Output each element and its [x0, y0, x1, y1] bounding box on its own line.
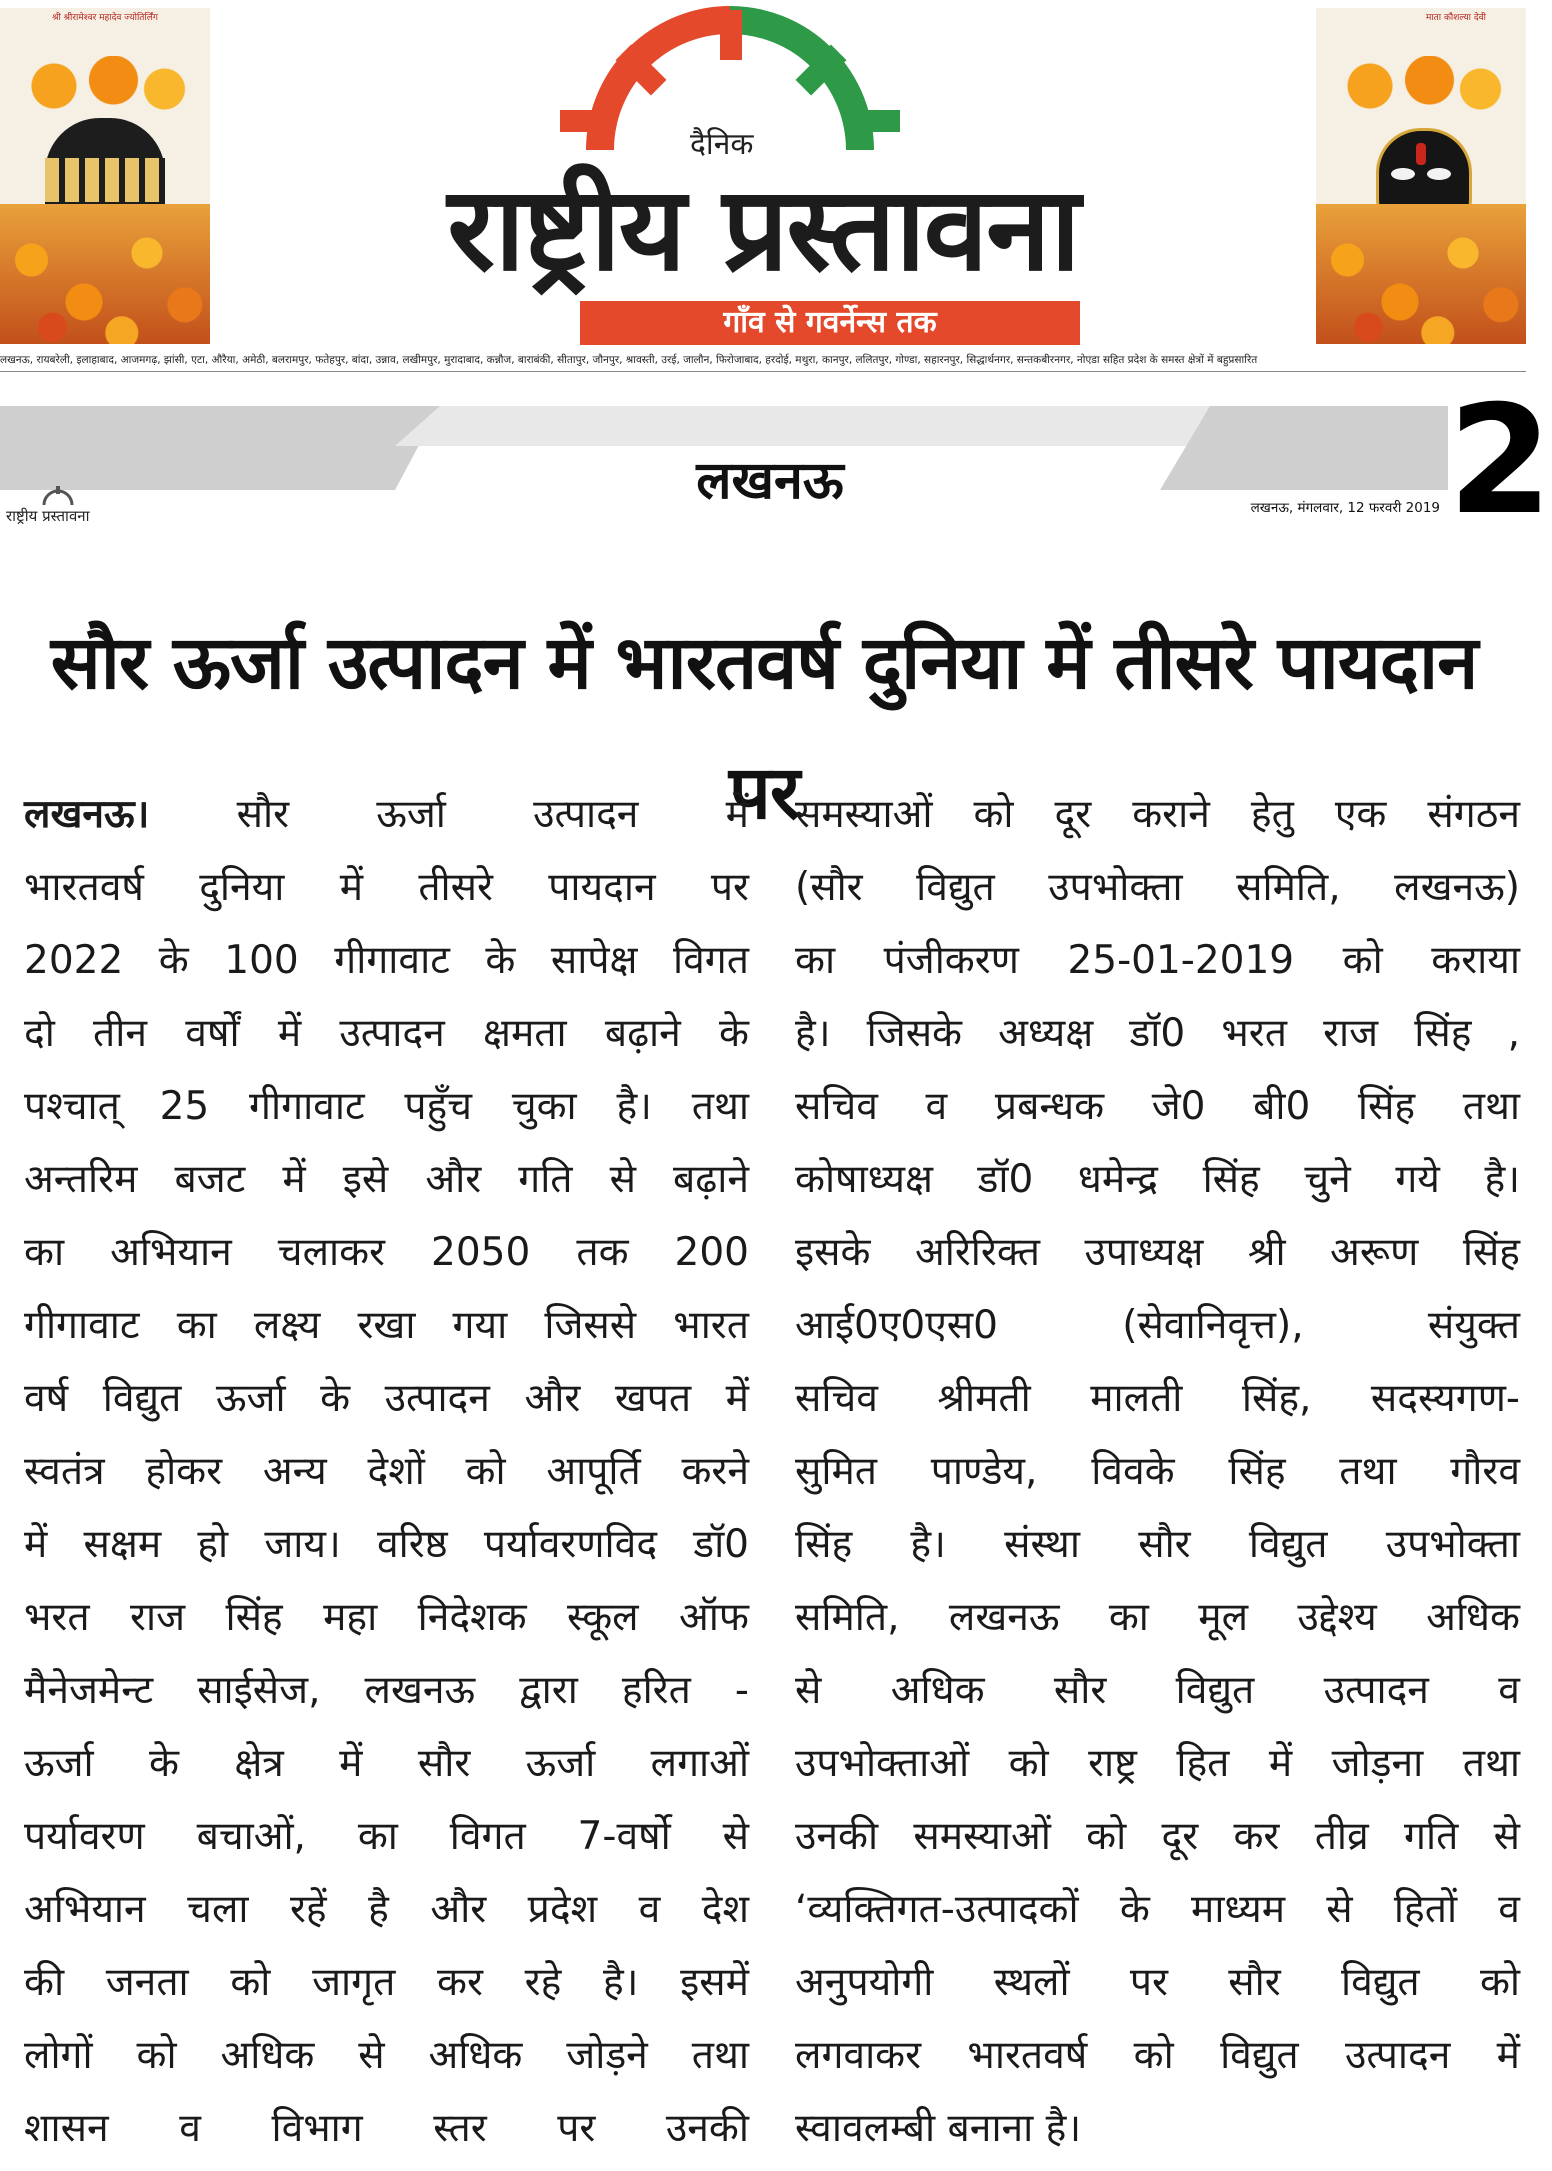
right-deity-image — [1316, 8, 1526, 344]
masthead — [0, 0, 1526, 345]
article-line: समस्याओं को दूर कराने हेतु एक संगठन — [795, 792, 1520, 837]
article-line: गीगावाट का लक्ष्य रखा गया जिससे भारत — [24, 1303, 749, 1348]
article-line: पश्चात् 25 गीगावाट पहुँच चुका है। तथा — [24, 1084, 749, 1129]
article-headline: सौर ऊर्जा उत्पादन में भारतवर्ष दुनिया में तीसरे पायदान पर — [50, 620, 1478, 836]
article-line: उपभोक्ताओं को राष्ट्र हित में जोड़ना तथा — [795, 1741, 1520, 1786]
article-line: ऊर्जा के क्षेत्र में सौर ऊर्जा लगाओं — [24, 1741, 749, 1786]
article-line: स्वतंत्र होकर अन्य देशों को आपूर्ति करने — [24, 1449, 749, 1494]
article-line: लगवाकर भारतवर्ष को विद्युत उत्पादन में — [795, 2033, 1520, 2078]
article-line: (सौर विद्युत उपभोक्ता समिति, लखनऊ) — [795, 865, 1520, 910]
article-line: लखनऊ। सौर ऊर्जा उत्पादन में — [24, 792, 749, 837]
dateline: लखनऊ, मंगलवार, 12 फरवरी 2019 — [1250, 500, 1440, 516]
section-title: लखनऊ — [696, 451, 844, 511]
article-line: आई0ए0एस0 (सेवानिवृत्त), संयुक्त — [795, 1303, 1520, 1348]
left-deity-caption: श्री श्रीरामेश्वर महादेव ज्योतिर्लिंग — [52, 13, 158, 23]
article-line: सुमित पाण्डेय, विवके सिंह तथा गौरव — [795, 1449, 1520, 1494]
newspaper-title: राष्ट्रीय प्रस्तावना — [447, 162, 1079, 297]
article-line: सचिव श्रीमती मालती सिंह, सदस्यगण- — [795, 1376, 1520, 1421]
article-line: अन्तरिम बजट में इसे और गति से बढ़ाने — [24, 1157, 749, 1202]
article-line: ‘व्यक्तिगत-उत्पादकों के माध्यम से हितों व — [795, 1887, 1520, 1932]
right-deity-caption: माता कौशल्या देवी — [1425, 13, 1486, 23]
article-line: अभियान चला रहें है और प्रदेश व देश — [24, 1887, 749, 1932]
article-column-right — [795, 778, 1520, 2165]
dainik-label: दैनिक — [690, 127, 754, 162]
article-lead: लखनऊ। — [24, 792, 150, 837]
article-line: भारतवर्ष दुनिया में तीसरे पायदान पर — [24, 865, 749, 910]
article-line: पर्यावरण बचाओं, का विगत 7-वर्षो से — [24, 1814, 749, 1859]
article-line: स्वावलम्बी बनाना है। — [795, 2106, 1082, 2151]
article-line: है। जिसके अध्यक्ष डॉ0 भरत राज सिंह , — [795, 1011, 1520, 1056]
band-brand: राष्ट्रीय प्रस्तावना — [6, 507, 90, 525]
article-line: का पंजीकरण 25-01-2019 को कराया — [795, 938, 1520, 983]
article-line: सचिव व प्रबन्धक जे0 बी0 सिंह तथा — [795, 1084, 1520, 1129]
article-line: वर्ष विद्युत ऊर्जा के उत्पादन और खपत में — [24, 1376, 749, 1421]
article-line: समिति, लखनऊ का मूल उद्देश्य अधिक — [795, 1595, 1520, 1640]
article-line: शासन व विभाग स्तर पर उनकी — [24, 2106, 749, 2151]
article-line: कोषाध्यक्ष डॉ0 धमेन्द्र सिंह चुने गये है। — [795, 1157, 1520, 1202]
article-line: उनकी समस्याओं को दूर कर तीव्र गति से — [795, 1814, 1520, 1859]
article-line: दो तीन वर्षों में उत्पादन क्षमता बढ़ाने के — [24, 1011, 749, 1056]
page-number: 2 — [1448, 374, 1552, 548]
article-line: लोगों को अधिक से अधिक जोड़ने तथा — [24, 2033, 749, 2078]
article-line: इसके अरिरिक्त उपाध्यक्ष श्री अरूण सिंह — [795, 1230, 1520, 1275]
article-line: से अधिक सौर विद्युत उत्पादन व — [795, 1668, 1520, 1713]
article-line: की जनता को जागृत कर रहे है। इसमें — [24, 1960, 749, 2005]
article-column-left — [24, 778, 749, 2165]
article-line: में सक्षम हो जाय। वरिष्ठ पर्यावरणविद डॉ0 — [24, 1522, 749, 1567]
left-deity-image — [0, 8, 210, 344]
circulation-places: लखनऊ, रायबरेली, इलाहाबाद, आजमगढ़, झांसी, एटा, औरैया, अमेठी, बलरामपुर, फतेहपुर, बांदा, उन्नाव, लखीमपुर, मुरादाबाद, कन्नौज, बाराबंकी, सीतापुर, जौनपुर, श्रावस्ती, उरई, जालौन, फिरोजाबाद, हरदोई, मथुरा, कानपुर, ललितपुर, गोण्डा, सहारनपुर, सिद्धार्थनगर, सन्तकबीरनगर, नोएडा सहित प्रदेश के समस्त क्षेत्रों में बहुप्रसारित — [0, 349, 1526, 372]
article-line: सिंह है। संस्था सौर विद्युत उपभोक्ता — [795, 1522, 1520, 1567]
article-line: अनुपयोगी स्थलों पर सौर विद्युत को — [795, 1960, 1520, 2005]
article-line: का अभियान चलाकर 2050 तक 200 — [24, 1230, 749, 1275]
article-line: मैनेजमेन्ट साईसेज, लखनऊ द्वारा हरित - — [24, 1668, 749, 1713]
tagline: गाँव से गवर्नेन्स तक — [580, 301, 1080, 345]
small-logo-icon — [40, 486, 76, 506]
article-line: भरत राज सिंह महा निदेशक स्कूल ऑफ — [24, 1595, 749, 1640]
article-line: 2022 के 100 गीगावाट के सापेक्ष विगत — [24, 938, 749, 983]
